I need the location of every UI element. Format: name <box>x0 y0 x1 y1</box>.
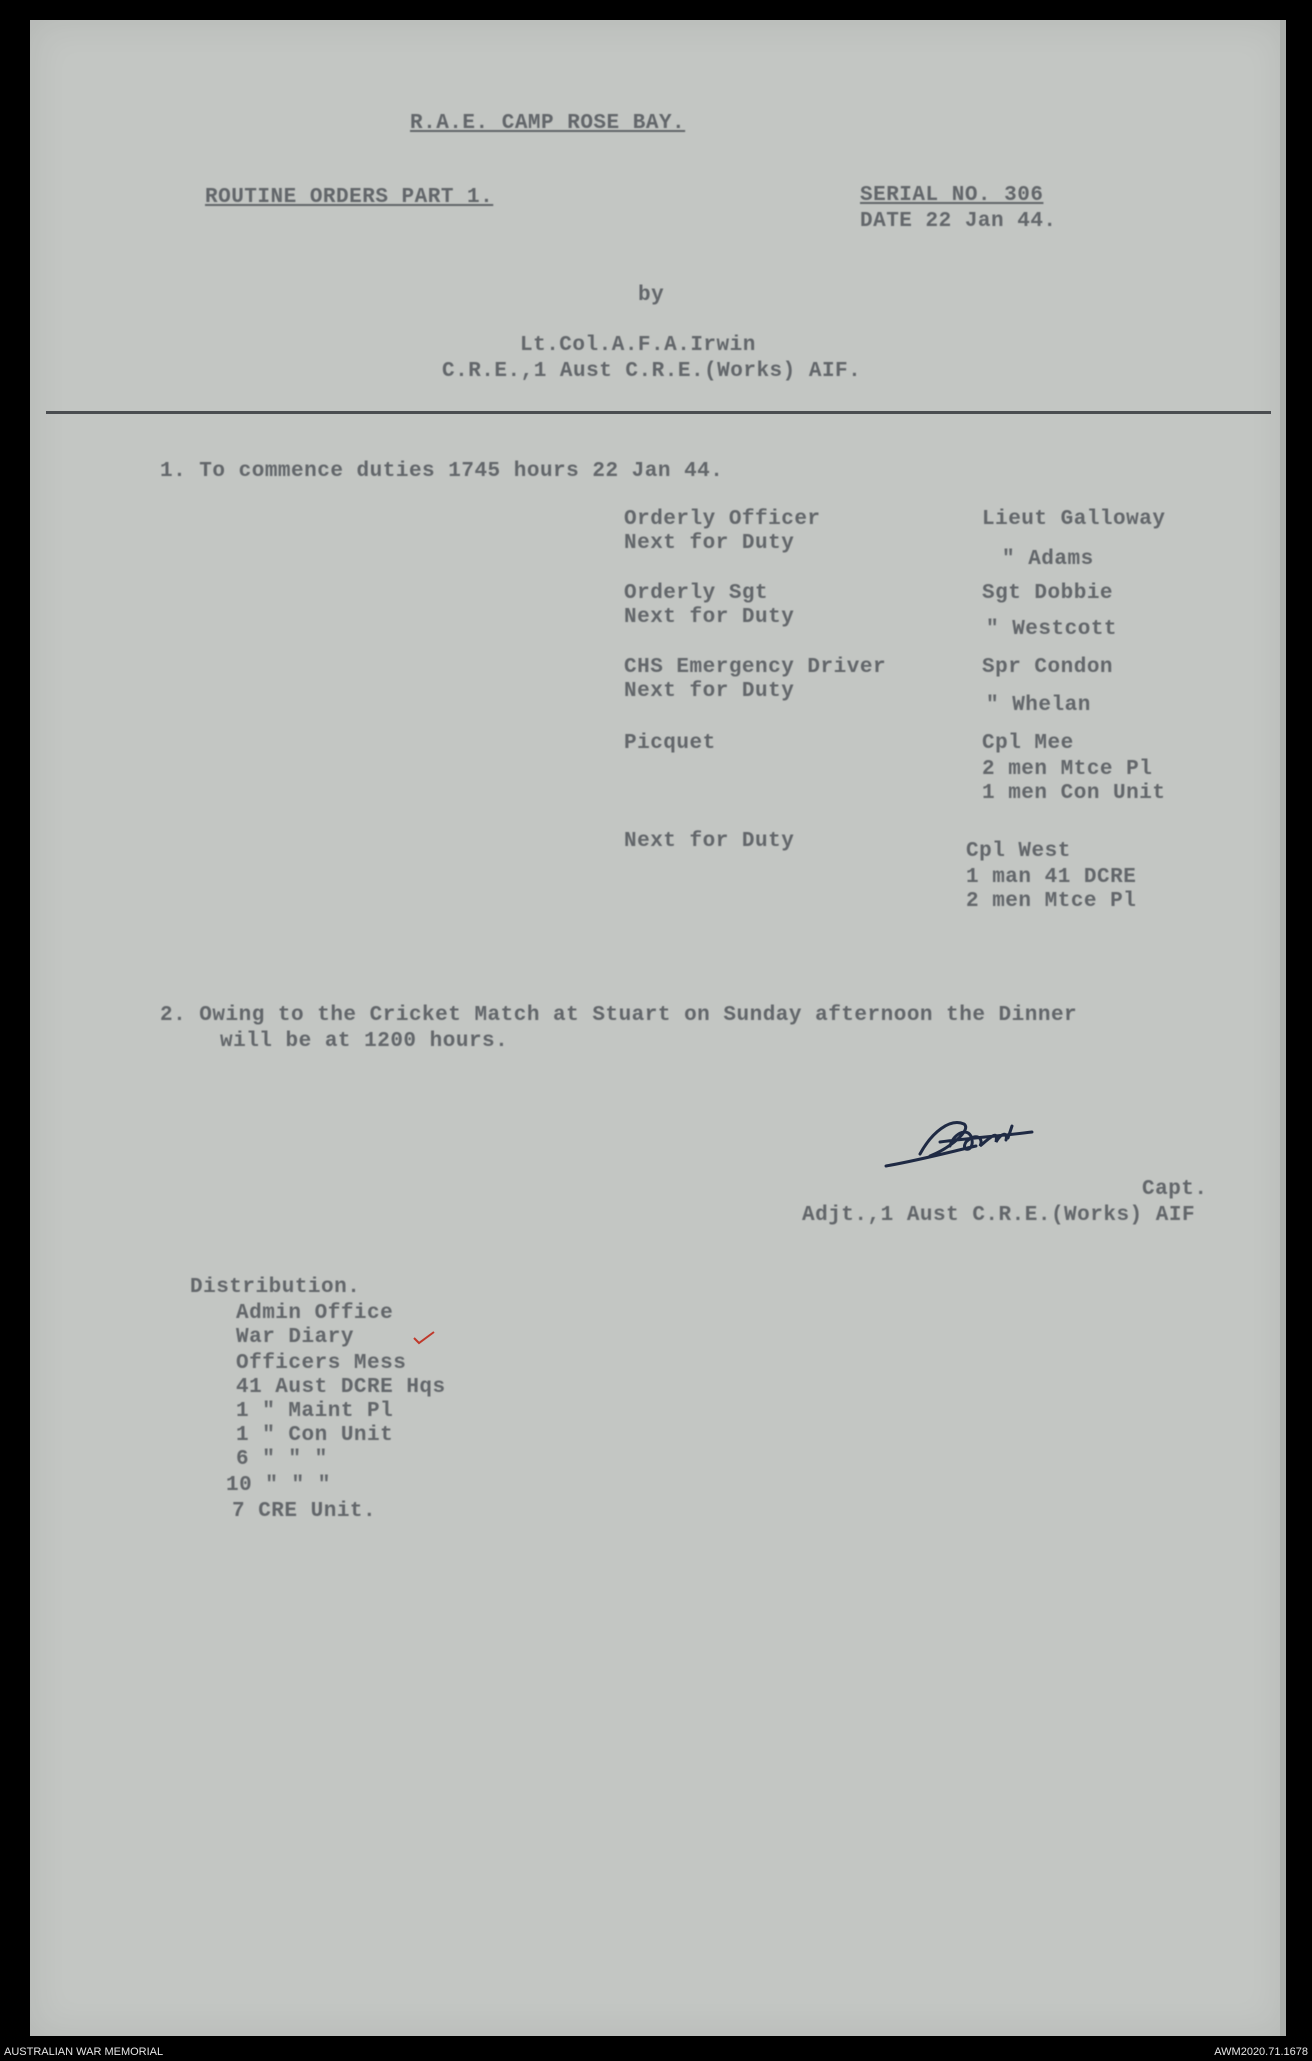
footer-credit: AUSTRALIAN WAR MEMORIAL <box>4 2046 164 2058</box>
by-line: by <box>638 284 665 307</box>
commander-title: C.R.E.,1 Aust C.R.E.(Works) AIF. <box>442 360 862 383</box>
duty-label: Next for Duty <box>624 606 795 629</box>
duty-label: Picquet <box>624 732 716 755</box>
duty-value: 2 men Mtce Pl <box>982 758 1153 781</box>
order-date: DATE 22 Jan 44. <box>860 210 1057 233</box>
routine-orders-heading: ROUTINE ORDERS PART 1. <box>205 186 494 209</box>
duty-value: " Whelan <box>986 694 1091 717</box>
document-title: R.A.E. CAMP ROSE BAY. <box>410 112 686 135</box>
signoff-title: Adjt.,1 Aust C.R.E.(Works) AIF <box>802 1204 1196 1227</box>
footer-accession-number: AWM2020.71.1678 <box>1214 2046 1308 2058</box>
duty-value: " Adams <box>1002 548 1094 571</box>
horizontal-rule <box>46 411 1271 414</box>
signature-image <box>880 1102 1080 1182</box>
distribution-item: 41 Aust DCRE Hqs <box>236 1376 446 1399</box>
duty-value: 1 man 41 DCRE <box>966 866 1137 889</box>
duty-label: Orderly Officer <box>624 508 821 531</box>
commander-name: Lt.Col.A.F.A.Irwin <box>520 334 756 357</box>
distribution-item: Officers Mess <box>236 1352 407 1375</box>
signoff-rank: Capt. <box>1142 1178 1208 1201</box>
duty-value: Lieut Galloway <box>982 508 1166 531</box>
distribution-item: 10 " " " <box>226 1474 331 1497</box>
duty-value: " Westcott <box>986 618 1118 641</box>
serial-number: SERIAL NO. 306 <box>860 184 1044 207</box>
distribution-item: 1 " Con Unit <box>236 1424 394 1447</box>
duty-label: Next for Duty <box>624 680 795 703</box>
duty-value: 1 men Con Unit <box>982 782 1166 805</box>
duty-label: CHS Emergency Driver <box>624 656 887 679</box>
distribution-item: 1 " Maint Pl <box>236 1400 394 1423</box>
item-2-line-2: will be at 1200 hours. <box>220 1030 509 1053</box>
distribution-item: War Diary <box>236 1326 354 1349</box>
item-2-line-1: 2. Owing to the Cricket Match at Stuart on Sunday afternoon the Dinner <box>160 1004 1078 1027</box>
distribution-item: 7 CRE Unit. <box>232 1500 377 1523</box>
distribution-heading: Distribution. <box>190 1276 361 1299</box>
duty-value: Cpl West <box>966 840 1071 863</box>
duty-value: Sgt Dobbie <box>982 582 1114 605</box>
duty-value: Spr Condon <box>982 656 1114 679</box>
duty-label: Next for Duty <box>624 830 795 853</box>
document-page <box>30 20 1286 2036</box>
check-mark-icon <box>412 1330 436 1346</box>
duty-value: Cpl Mee <box>982 732 1074 755</box>
duty-value: 2 men Mtce Pl <box>966 890 1137 913</box>
duty-label: Next for Duty <box>624 532 795 555</box>
distribution-item: Admin Office <box>236 1302 394 1325</box>
duty-label: Orderly Sgt <box>624 582 769 605</box>
item-1-text: 1. To commence duties 1745 hours 22 Jan 44. <box>160 460 724 483</box>
distribution-item: 6 " " " <box>236 1448 328 1471</box>
